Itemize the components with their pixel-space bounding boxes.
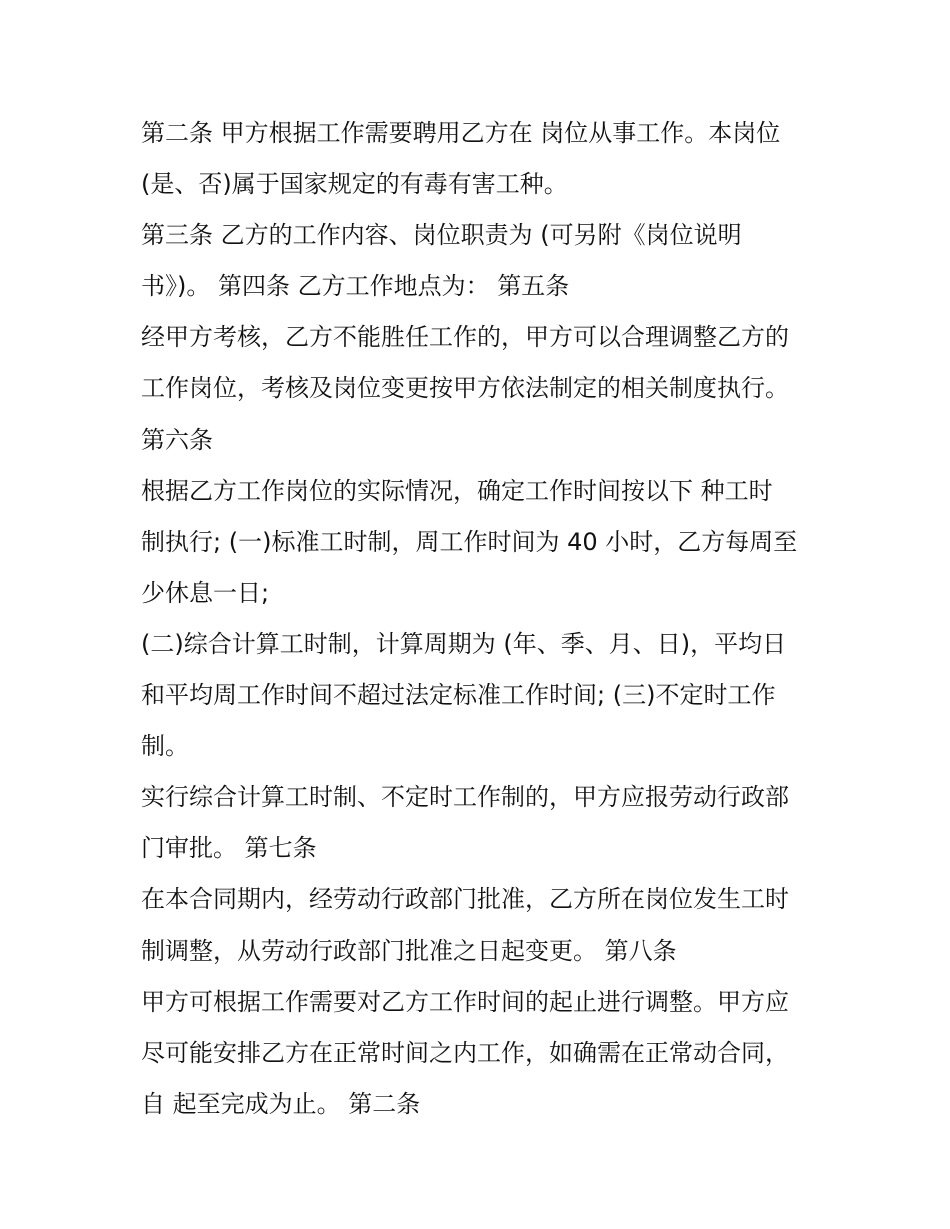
- text-line: 甲方可根据工作需要对乙方工作时间的起止进行调整。甲方应: [141, 987, 789, 1016]
- text-line: 制。: [141, 732, 189, 761]
- text-line: 制调整，从劳动行政部门批准之日起变更。 第八条: [141, 936, 677, 965]
- text-line: 工作岗位，考核及岗位变更按甲方依法制定的相关制度执行。: [141, 374, 789, 403]
- text-line: 根据乙方工作岗位的实际情况，确定工作时间按以下 种工时: [141, 476, 773, 505]
- text-line: 制执行; (一)标准工时制，周工作时间为 40 小时，乙方每周至: [141, 527, 798, 556]
- text-line: 尽可能安排乙方在正常时间之内工作，如确需在正常动合同，: [141, 1038, 789, 1067]
- text-line: 第二条 甲方根据工作需要聘用乙方在 岗位从事工作。本岗位: [141, 119, 781, 147]
- text-line: 自 起至完成为止。 第二条: [141, 1089, 421, 1118]
- text-line: 少休息一日;: [141, 578, 270, 607]
- text-line: 和平均周工作时间不超过法定标准工作时间; (三)不定时工作: [141, 681, 776, 710]
- text-line: (是、否)属于国家规定的有毒有害工种。: [141, 170, 568, 199]
- text-line: 经甲方考核，乙方不能胜任工作的，甲方可以合理调整乙方的: [141, 323, 789, 352]
- text-line: 门审批。 第七条: [141, 834, 317, 863]
- text-line: (二)综合计算工时制，计算周期为 (年、季、月、日)，平均日: [141, 629, 787, 658]
- text-line: 书》)。 第四条 乙方工作地点为： 第五条: [141, 272, 570, 301]
- text-line: 实行综合计算工时制、不定时工作制的，甲方应报劳动行政部: [141, 783, 789, 812]
- text-line: 在本合同期内，经劳动行政部门批准，乙方所在岗位发生工时: [141, 885, 789, 914]
- text-line: 第三条 乙方的工作内容、岗位职责为 (可另附《岗位说明: [141, 221, 742, 250]
- text-line: 第六条: [141, 425, 213, 454]
- contract-text-body: [141, 108, 831, 1130]
